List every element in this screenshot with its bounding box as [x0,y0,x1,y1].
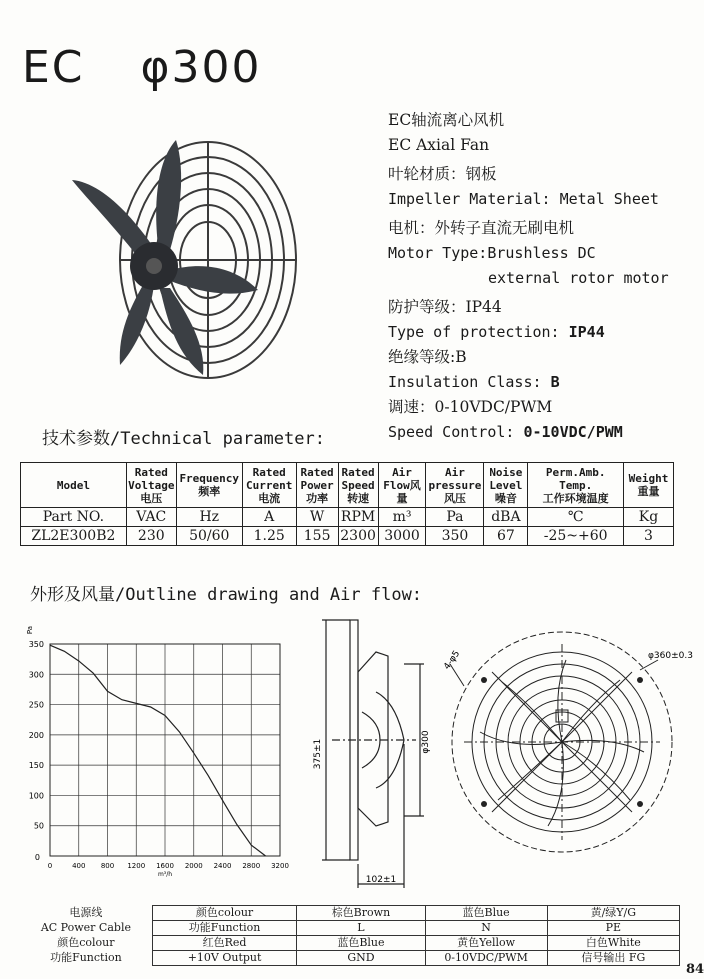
wiring-cell: 颜色colour [152,906,297,921]
mount-dimension: φ360±0.3 [648,651,693,661]
header-line: 量 [396,491,408,505]
protection-label: Type of protection: [388,323,560,341]
tech-parameter-heading: 技术参数/Technical parameter: [42,429,325,449]
header-line: 风压 [443,491,466,505]
table-cell-units: ℃ [528,508,624,527]
wiring-row [20,906,680,921]
header-line: Noise [489,465,523,479]
wiring-cell: PE [547,921,679,936]
table-cell-values: 155 [296,527,338,546]
x-tick-label: 800 [100,862,115,870]
table-header-cell [624,463,674,508]
x-axis-label: m³/h [157,871,173,878]
spec-protection-cn: 防护等级：IP44 [388,298,502,316]
x-tick-label: 3200 [271,862,289,870]
spec-protection-en [388,320,669,345]
speed-value: 0-10VDC/PWM [523,423,623,441]
header-line: 电流 [258,491,281,505]
table-header-cell [21,463,127,508]
insulation-value: B [550,373,560,391]
insulation-label: Insulation Class: [388,373,542,391]
tech-parameter-table [20,462,674,546]
speed-label: Speed Control: [388,423,515,441]
wiring-cell: +10V Output [152,951,297,966]
table-cell-values: ZL2E300B2 [21,527,127,546]
header-line: Rated [134,465,168,479]
table-header-cell [484,463,528,508]
wiring-row [20,921,680,936]
table-cell-units: Pa [426,508,484,527]
table-cell-values: 350 [426,527,484,546]
table-cell-units: Kg [624,508,674,527]
spec-motor-cn: 电机：外转子直流无刷电机 [388,219,575,237]
wiring-label: 颜色colour [57,936,115,949]
table-cell-values: 50/60 [176,527,242,546]
wiring-cell: 棕色Brown [297,906,425,921]
table-cell-units: A [242,508,296,527]
table-header-cell [242,463,296,508]
page-number: 84 [686,962,704,977]
wiring-cell: L [297,921,425,936]
wiring-label: 电源线 [69,906,103,919]
pressure-curve [50,645,266,856]
header-line: Level [489,478,523,492]
y-tick-label: 100 [28,791,44,801]
wiring-row [20,936,680,951]
wiring-cell: 黄色Yellow [425,936,547,951]
spec-speed-en [388,420,669,445]
y-tick-label: 250 [28,700,44,710]
wiring-row [20,951,680,966]
header-line: Air [445,465,465,479]
x-tick-label: 1200 [127,862,146,870]
header-line: Rated [252,465,286,479]
table-cell-values: 2300 [338,527,378,546]
x-tick-label: 2400 [213,862,232,870]
wiring-cell: 红色Red [152,936,297,951]
header-line: Voltage [128,478,175,492]
header-line: Rated [300,465,334,479]
outline-heading: 外形及风量/Outline drawing and Air flow: [30,585,423,605]
wiring-cell: 黄/绿Y/G [547,906,679,921]
table-cell-units: RPM [338,508,378,527]
y-tick-label: 300 [28,670,44,680]
table-cell-values: -25~+60 [528,527,624,546]
header-line: 转速 [347,491,370,505]
spec-impeller-en: Impeller Material: Metal Sheet [388,190,659,208]
table-cell-units: dBA [484,508,528,527]
table-values-row [21,527,674,546]
wiring-label: AC Power Cable [40,921,131,934]
header-line: 重量 [637,485,660,498]
header-line: Current [246,478,293,492]
spec-list [388,108,669,445]
y-tick-label: 350 [28,640,44,649]
table-header-cell [528,463,624,508]
wiring-label: 功能Function [50,951,122,964]
table-header-row [21,463,674,508]
spec-name-cn: EC轴流离心风机 [388,111,505,129]
airflow-chart [20,618,296,878]
height-dimension: 375±1 [313,738,323,770]
spec-insulation-en [388,370,669,395]
header-line: Frequency [179,472,240,485]
table-cell-units: Hz [176,508,242,527]
x-tick-label: 2000 [184,862,203,870]
spec-speed-cn: 调速：0-10VDC/PWM [388,398,553,416]
y-tick-label: 50 [33,821,44,831]
wiring-cell: 蓝色Blue [425,906,547,921]
spec-motor-en-2: external rotor motor [488,269,669,287]
x-tick-label: 400 [72,862,86,870]
table-cell-units: W [296,508,338,527]
protection-value: IP44 [568,323,605,341]
header-line: 电压 [140,491,163,505]
x-tick-label: 0 [47,862,53,870]
y-tick-label: 200 [28,730,44,740]
table-cell-values: 3000 [378,527,426,546]
header-line: Air [392,465,412,479]
wiring-table [20,905,680,966]
table-header-cell [176,463,242,508]
depth-dimension: 102±1 [365,875,397,885]
front-view-drawing [440,624,702,856]
header-line: Temp. [559,478,593,492]
header-line: Perm.Amb. [545,465,606,479]
table-header-cell [426,463,484,508]
table-header-cell [126,463,176,508]
header-line: Power [300,478,334,492]
spec-impeller-cn: 叶轮材质：钢板 [388,165,497,183]
table-cell-values: 67 [484,527,528,546]
fan-product-image [58,120,318,395]
table-cell-units: VAC [126,508,176,527]
table-cell-values: 3 [624,527,674,546]
wiring-cell: N [425,921,547,936]
header-line: 频率 [198,485,221,498]
table-header-cell [378,463,426,508]
side-view-drawing [304,612,436,898]
y-axis-label: Pa [26,625,34,635]
wiring-cell: GND [297,951,425,966]
y-tick-label: 150 [28,761,44,771]
table-units-row [21,508,674,527]
wiring-cell: 蓝色Blue [297,936,425,951]
y-tick-label: 0 [34,853,40,862]
x-tick-label: 2800 [242,862,261,870]
header-line: 工作环境温度 [542,491,609,505]
header-line: pressure [428,478,482,492]
diameter-dimension: φ300 [421,730,431,754]
header-line: Speed [341,478,375,492]
table-header-cell [338,463,378,508]
product-title [22,42,262,93]
header-line: Model [56,478,90,492]
table-cell-units: Part NO. [21,508,127,527]
table-cell-values: 230 [126,527,176,546]
table-cell-units: m³ [378,508,426,527]
spec-name-en: EC Axial Fan [388,136,490,154]
size-label: φ300 [140,42,262,93]
series-label: EC [22,42,85,93]
header-line: 噪音 [494,491,517,505]
spec-motor-en-1: Motor Type:Brushless DC [388,244,596,262]
wiring-cell: 白色White [547,936,679,951]
wiring-cell: 0-10VDC/PWM [425,951,547,966]
wiring-cell: 信号输出 FG [547,951,679,966]
spec-insulation-cn: 绝缘等级:B [388,348,467,366]
header-line: Flow风 [383,478,421,492]
wiring-cell: 功能Function [152,921,297,936]
table-cell-values: 1.25 [242,527,296,546]
header-line: Rated [341,465,375,479]
table-header-cell [296,463,338,508]
holes-dimension: 4-φ5 [442,649,463,672]
header-line: Weight [628,472,669,485]
x-tick-label: 1600 [156,862,174,870]
header-line: 功率 [306,491,329,505]
